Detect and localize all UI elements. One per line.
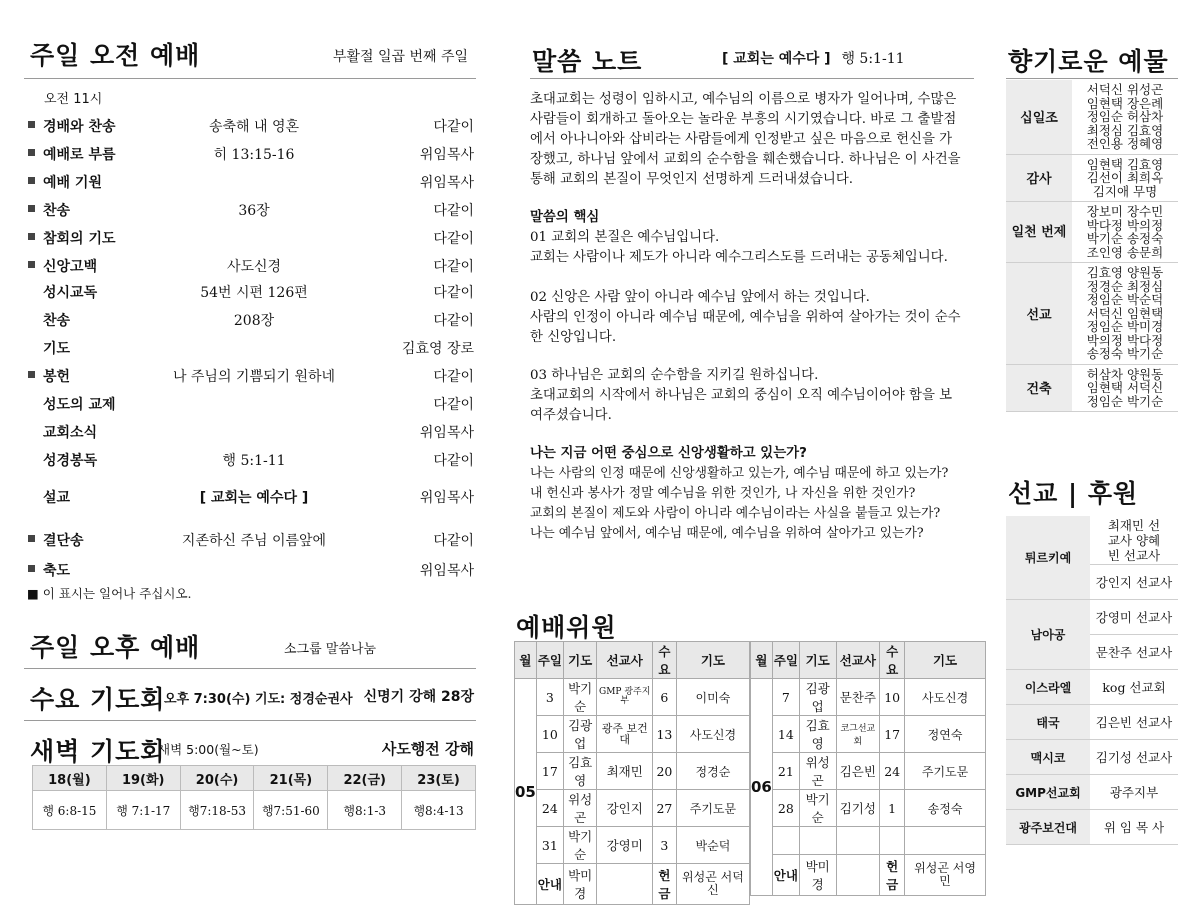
mission-row (1006, 516, 1178, 565)
sermon-theme: [ 교회는 예수다 ] (722, 51, 831, 67)
question-title: 나는 지금 어떤 중심으로 신앙생활하고 있는가? (530, 446, 807, 461)
staff-cell: 주기도문 (676, 790, 749, 827)
offering-names (1072, 263, 1178, 365)
mission-row (1006, 740, 1178, 775)
dawn-text: 행8:4-13 (402, 791, 476, 830)
staff-cell: 1 (880, 790, 905, 827)
core-point: 01 교회의 본질은 예수님입니다. (530, 230, 720, 245)
offering-row (1006, 80, 1178, 154)
staff-row (751, 716, 986, 753)
staff-cell: 송정숙 (905, 790, 986, 827)
dawn-title: 새벽 기도회 (30, 737, 166, 766)
staff-cell (772, 827, 799, 855)
staff-cell: 14 (772, 716, 799, 753)
stand-marker (28, 233, 35, 240)
order-name: 성도의 교제 (43, 397, 116, 413)
staff-cell: 21 (772, 753, 799, 790)
dawn-day: 20(수) (180, 766, 254, 791)
staff-row (515, 716, 750, 753)
morning-title: 주일 오전 예배 (30, 41, 201, 70)
mission-country: 남아공 (1006, 600, 1090, 670)
mission-value: 최재민 선교사 양혜빈 선교사 (1090, 516, 1178, 565)
staff-header: 수요 (880, 642, 905, 679)
staff-header: 기도 (905, 642, 986, 679)
staff-cell: 김기성 (836, 790, 880, 827)
mission-row (1006, 775, 1178, 810)
staff-cell: 28 (772, 790, 799, 827)
staff-row (751, 679, 986, 716)
staff-cell: 김광업 (563, 716, 597, 753)
stand-marker (28, 149, 35, 156)
staff-month: 05 (515, 679, 537, 905)
order-row (24, 560, 476, 586)
order-leader: 위임목사 (419, 425, 474, 441)
afternoon-title: 주일 오후 예배 (30, 633, 201, 662)
dawn-text: 행 6:8-15 (33, 791, 107, 830)
order-row (24, 256, 476, 282)
staff-cell: 강인지 (597, 790, 652, 827)
offering-label: 헌금 (880, 855, 905, 896)
staff-cell: 박기순 (563, 679, 597, 716)
offering-name-line: 김선이 최희옥 (1086, 170, 1164, 185)
staff-cell: 10 (536, 716, 563, 753)
staff-row (515, 753, 750, 790)
order-row (24, 338, 476, 364)
dawn-day: 22(금) (328, 766, 402, 791)
order-row (24, 144, 476, 170)
sermon-intro-line: 초대교회는 성령이 임하시고, 예수님의 이름으로 병자가 일어나며, 수많은 (530, 92, 957, 107)
question: 교회의 본질이 제도와 사람이 아니라 예수님이라는 사실을 붙들고 있는가? (530, 506, 941, 521)
core-point: 사람의 인정이 아니라 예수님 때문에, 예수님을 위하여 살아가는 것이 순수 (530, 310, 961, 325)
order-row (24, 487, 476, 513)
order-row (24, 450, 476, 476)
blank-cell (836, 855, 880, 896)
staff-cell: 박기순 (563, 827, 597, 864)
mission-value: 김은빈 선교사 (1090, 705, 1178, 740)
order-name: 성시교독 (43, 285, 98, 301)
staff-header: 주일 (772, 642, 799, 679)
offering-row (1006, 364, 1178, 412)
staff-cell: 사도신경 (676, 716, 749, 753)
offering-name-line: 정임순 박미경 (1086, 319, 1164, 334)
core-title: 말씀의 핵심 (530, 210, 600, 225)
staff-row (751, 790, 986, 827)
mission-country: 튀르키예 (1006, 516, 1090, 600)
staff-cell: 최재민 (597, 753, 652, 790)
core-point: 여주셨습니다. (530, 408, 612, 423)
order-row (24, 310, 476, 336)
order-leader: 다같이 (433, 203, 474, 219)
order-detail: 히 13:15-16 (213, 147, 295, 163)
order-detail: 54번 시편 126편 (200, 285, 308, 301)
offering-category: 십일조 (1006, 80, 1072, 154)
staff-header: 기도 (563, 642, 597, 679)
dawn-day: 21(목) (254, 766, 328, 791)
staff-header: 기도 (676, 642, 749, 679)
guide-name: 박미경 (799, 855, 836, 896)
offering-row (1006, 202, 1178, 263)
stand-marker (28, 205, 35, 212)
staff-cell: 박순덕 (676, 827, 749, 864)
question: 나는 사람의 인정 때문에 신앙생활하고 있는가, 예수님 때문에 하고 있는가? (530, 466, 949, 481)
order-row (24, 530, 476, 556)
offering-label: 헌금 (652, 864, 676, 905)
order-name: 참회의 기도 (43, 231, 116, 247)
order-name: 신앙고백 (43, 259, 98, 275)
staff-row (751, 827, 986, 855)
offering-name-line: 서덕신 위성곤 (1086, 82, 1164, 97)
order-row (24, 422, 476, 448)
order-name: 교회소식 (43, 425, 98, 441)
staff-month: 06 (751, 679, 773, 896)
staff-cell: 사도신경 (905, 679, 986, 716)
staff-header: 선교사 (597, 642, 652, 679)
order-row (24, 366, 476, 392)
staff-header: 주일 (536, 642, 563, 679)
sermon-intro-line: 통해 교회의 본질이 무엇인지 선명하게 드러내셨습니다. (530, 172, 854, 187)
mission-country: 태국 (1006, 705, 1090, 740)
order-name: 성경봉독 (43, 453, 98, 469)
sermon-ref: 행 5:1-11 (841, 51, 905, 67)
mission-row (1006, 670, 1178, 705)
offering-name-line: 정경순 최정심 (1086, 278, 1164, 294)
staff-cell: 6 (652, 679, 676, 716)
offering-row (1006, 154, 1178, 202)
staff-table-june (750, 641, 986, 896)
missions-table (1006, 516, 1178, 845)
offering-name-line: 장보미 장수민 (1086, 204, 1164, 219)
staff-table-may (514, 641, 750, 905)
order-name: 설교 (43, 490, 71, 506)
mission-row (1006, 600, 1178, 635)
dawn-table (32, 765, 476, 830)
offerings-title: 향기로운 예물 (1008, 47, 1169, 76)
dawn-day: 18(월) (33, 766, 107, 791)
afternoon-desc: 소그룹 말씀나눔 (284, 642, 377, 657)
offering-name-line: 전인용 정혜영 (1086, 136, 1164, 151)
order-leader: 다같이 (433, 369, 474, 385)
staff-cell: 위성곤 (563, 790, 597, 827)
order-detail: 송축해 내 영혼 (208, 119, 300, 135)
staff-header: 월 (515, 642, 537, 679)
order-name: 결단송 (43, 533, 84, 549)
offering-name-line: 김효영 양원동 (1086, 265, 1164, 280)
stand-marker (28, 261, 35, 268)
order-detail: 사도신경 (226, 259, 282, 275)
mission-value: 위 임 목 사 (1090, 810, 1178, 845)
staff-cell: 김효영 (799, 716, 836, 753)
order-leader: 김효영 장로 (401, 341, 474, 357)
order-leader: 다같이 (433, 259, 474, 275)
offering-name-line: 조인영 송문희 (1086, 244, 1164, 260)
staff-row (515, 790, 750, 827)
dawn-text: 행7:18-53 (180, 791, 254, 830)
mission-value: 광주지부 (1090, 775, 1178, 810)
order-leader: 다같이 (433, 231, 474, 247)
staff-cell: 강영미 (597, 827, 652, 864)
stand-marker (28, 565, 35, 572)
staff-cell: 27 (652, 790, 676, 827)
stand-marker (28, 371, 35, 378)
offering-name-line: 최정심 김효영 (1086, 122, 1164, 138)
offering-category: 감사 (1006, 154, 1072, 202)
order-leader: 다같이 (433, 453, 474, 469)
guide-label: 안내 (536, 864, 563, 905)
staff-cell: 박기순 (799, 790, 836, 827)
offering-category: 일천 번제 (1006, 202, 1072, 263)
dawn-text: 행7:51-60 (254, 791, 328, 830)
staff-cell: 3 (652, 827, 676, 864)
staff-cell (905, 827, 986, 855)
offering-names (1072, 364, 1178, 412)
staff-cell: 김은빈 (836, 753, 880, 790)
dawn-text: 행 7:1-17 (106, 791, 180, 830)
staff-guide-row (751, 855, 986, 896)
staff-row (515, 679, 750, 716)
order-detail: 208장 (233, 313, 275, 329)
staff-cell: 24 (880, 753, 905, 790)
offering-name-line: 김지애 무명 (1092, 183, 1158, 199)
sermon-intro-line: 사람들이 회개하고 돌아오는 놀라운 부흥의 시기였습니다. 바로 그 출발점 (530, 112, 957, 127)
order-detail: 36장 (238, 203, 270, 219)
guide-name: 박미경 (563, 864, 597, 905)
order-name: 경배와 찬송 (43, 119, 116, 135)
offering-name-line: 박다정 박의정 (1086, 217, 1164, 233)
staff-header: 수요 (652, 642, 676, 679)
staff-cell: 10 (880, 679, 905, 716)
order-leader: 다같이 (433, 533, 474, 549)
offerings-table (1006, 80, 1178, 412)
staff-cell: 31 (536, 827, 563, 864)
morning-time: 오전 11시 (44, 92, 103, 107)
offering-name-line: 박기순 송정숙 (1086, 231, 1164, 246)
order-row (24, 394, 476, 420)
staff-cell: 이미숙 (676, 679, 749, 716)
offering-name-line: 정임순 박기순 (1086, 393, 1164, 409)
staff-cell: 정경순 (676, 753, 749, 790)
order-row (24, 200, 476, 226)
mission-value: 강인지 선교사 (1090, 565, 1178, 600)
staff-cell: 20 (652, 753, 676, 790)
order-row (24, 172, 476, 198)
stand-marker (28, 177, 35, 184)
offering-name-line: 정임순 박순덕 (1086, 292, 1164, 307)
offering-name-line: 임현택 김효영 (1086, 156, 1164, 172)
dawn-leader: 사도행전 강해 (381, 740, 474, 758)
staff-cell: GMP 광주지부 (597, 679, 652, 716)
offering-names (1072, 80, 1178, 154)
staff-guide-row (515, 864, 750, 905)
mission-value: kog 선교회 (1090, 670, 1178, 705)
mission-value: 문찬주 선교사 (1090, 635, 1178, 670)
mission-value: 김기성 선교사 (1090, 740, 1178, 775)
staff-cell: 주기도문 (905, 753, 986, 790)
wednesday-title: 수요 기도회 (30, 685, 166, 714)
staff-cell: 김효영 (563, 753, 597, 790)
order-detail: 행 5:1-11 (222, 453, 286, 469)
question: 나는 예수님 앞에서, 예수님 때문에, 예수님을 위하여 살아가고 있는가? (530, 526, 924, 541)
order-leader: 다같이 (433, 313, 474, 329)
order-name: 기도 (43, 341, 71, 357)
stand-note: ■ 이 표시는 일어나 주십시오. (27, 586, 192, 601)
offering-names (1072, 202, 1178, 263)
core-point: 초대교회의 시작에서 하나님은 교회의 중심이 오직 예수님이어야 함을 보 (530, 388, 953, 403)
staff-cell: 코그선교회 (836, 716, 880, 753)
order-name: 예배로 부름 (43, 147, 116, 163)
offering-category: 건축 (1006, 364, 1072, 412)
staff-cell: 위성곤 (799, 753, 836, 790)
mission-country: 광주보건대 (1006, 810, 1090, 845)
staff-cell: 문찬주 (836, 679, 880, 716)
order-leader: 다같이 (433, 285, 474, 301)
order-name: 봉헌 (43, 369, 71, 385)
order-leader: 다같이 (433, 119, 474, 135)
staff-cell: 3 (536, 679, 563, 716)
staff-cell: 13 (652, 716, 676, 753)
wednesday-desc: 오후 7:30(수) 기도: 정경순권사 (164, 692, 353, 707)
offering-name-line: 박의정 박다정 (1086, 332, 1164, 348)
offering-name-line: 정임순 허삼차 (1086, 109, 1164, 124)
offering-row (1006, 263, 1178, 365)
offering-name-line: 허삼차 양원동 (1086, 366, 1164, 382)
guide-label: 안내 (772, 855, 799, 896)
core-point: 03 하나님은 교회의 순수함을 지키길 원하십니다. (530, 368, 819, 383)
mission-row (1006, 810, 1178, 845)
offering-names: 위성곤 서덕신 (676, 864, 749, 905)
order-detail: [ 교회는 예수다 ] (199, 490, 309, 506)
staff-header: 기도 (799, 642, 836, 679)
order-leader: 위임목사 (419, 563, 474, 579)
staff-cell (880, 827, 905, 855)
order-detail: 지존하신 주님 이름앞에 (181, 533, 327, 549)
staff-title: 예배위원 (516, 613, 617, 642)
offering-names (1072, 154, 1178, 202)
wednesday-leader: 신명기 강해 28장 (363, 689, 474, 705)
order-name: 찬송 (43, 203, 71, 219)
dawn-day: 23(토) (402, 766, 476, 791)
offering-category: 선교 (1006, 263, 1072, 365)
dawn-text: 행8:1-3 (328, 791, 402, 830)
staff-cell: 7 (772, 679, 799, 716)
staff-header: 선교사 (836, 642, 880, 679)
staff-cell: 김광업 (799, 679, 836, 716)
offering-name-line: 서덕신 임현택 (1086, 305, 1164, 321)
sermon-intro-line: 에서 아나니아와 삽비라는 사람들에게 인정받고 싶은 마음으로 헌신을 가 (530, 132, 953, 147)
offering-name-line: 임현택 장은례 (1086, 95, 1164, 111)
order-name: 찬송 (43, 313, 71, 329)
offering-name-line: 송정숙 박기순 (1086, 346, 1164, 361)
dawn-day: 19(화) (106, 766, 180, 791)
staff-cell (836, 827, 880, 855)
staff-row (751, 753, 986, 790)
staff-cell: 17 (536, 753, 563, 790)
blank-cell (597, 864, 652, 905)
offering-name-line: 임현택 서덕신 (1086, 380, 1164, 395)
question: 내 헌신과 봉사가 정말 예수님을 위한 것인가, 나 자신을 위한 것인가? (530, 486, 916, 501)
order-row (24, 282, 476, 308)
dawn-desc: 새벽 5:00(월~토) (158, 742, 259, 757)
staff-cell: 24 (536, 790, 563, 827)
stand-marker (28, 535, 35, 542)
staff-row (515, 827, 750, 864)
staff-header: 월 (751, 642, 773, 679)
order-row (24, 228, 476, 254)
mission-row (1006, 705, 1178, 740)
sermon-intro-line: 장했고, 하나님 앞에서 교회의 순수함을 훼손했습니다. 하나님은 이 사건을 (530, 152, 961, 167)
mission-country: 맥시코 (1006, 740, 1090, 775)
sermon-title: 말씀 노트 (532, 47, 643, 76)
core-point: 교회는 사람이나 제도가 아니라 예수그리스도를 드러내는 공동체입니다. (530, 250, 948, 265)
order-leader: 위임목사 (419, 490, 474, 506)
offering-names: 위성곤 서영민 (905, 855, 986, 896)
staff-cell: 광주 보건대 (597, 716, 652, 753)
mission-country: GMP선교회 (1006, 775, 1090, 810)
order-name: 예배 기원 (43, 175, 102, 191)
morning-subtitle: 부활절 일곱 번째 주일 (332, 49, 468, 65)
core-point: 한 신앙입니다. (530, 330, 617, 345)
order-name: 축도 (43, 563, 71, 579)
core-point: 02 신앙은 사람 앞이 아니라 예수님 앞에서 하는 것입니다. (530, 290, 870, 305)
order-detail: 나 주님의 기쁨되기 원하네 (172, 369, 336, 385)
staff-cell: 정연숙 (905, 716, 986, 753)
staff-cell: 17 (880, 716, 905, 753)
missions-title: 선교 | 후원 (1008, 479, 1139, 508)
staff-cell (799, 827, 836, 855)
mission-country: 이스라엘 (1006, 670, 1090, 705)
stand-marker (28, 121, 35, 128)
order-row (24, 116, 476, 142)
order-leader: 위임목사 (419, 147, 474, 163)
order-leader: 다같이 (433, 397, 474, 413)
order-leader: 위임목사 (419, 175, 474, 191)
mission-value: 강영미 선교사 (1090, 600, 1178, 635)
sermon-body (530, 90, 980, 544)
